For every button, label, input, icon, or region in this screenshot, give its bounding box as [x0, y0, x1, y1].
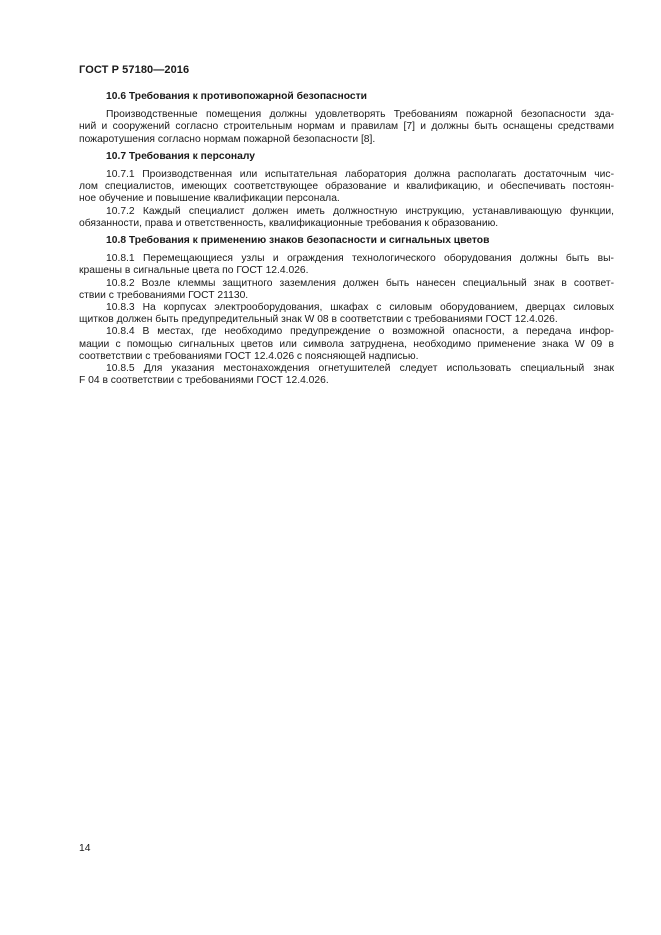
- text-line: 10.8.1 Перемещающиеся узлы и ограждения технологического оборудования должны быть вы-: [106, 253, 614, 265]
- paragraph: [79, 278, 614, 302]
- text-line: лом специалистов, имеющих соответствующее образование и квалификацию, и обеспечивать постоян-: [79, 181, 614, 193]
- text-line: ное обучение и повышение квалификации персонала.: [79, 193, 340, 205]
- text-line: 10.8.5 Для указания местонахождения огнетушителей следует использовать специальный знак: [106, 363, 614, 375]
- text-line: 10.7.2 Каждый специалист должен иметь должностную инструкцию, устанавливающую функции,: [106, 205, 614, 217]
- paragraph: [79, 302, 614, 326]
- section-heading: 10.8 Требования к применению знаков безопасности и сигнальных цветов: [106, 235, 490, 247]
- text-line: 10.8.4 В местах, где необходимо предупреждение о возможной опасности, а передача инфор-: [106, 326, 614, 338]
- section-heading: 10.7 Требования к персоналу: [106, 150, 256, 162]
- text-line: F 04 в соответствии с требованиями ГОСТ 12.4.026.: [79, 375, 329, 387]
- text-line: Производственные помещения должны удовлетворять Требованиям пожарной безопасности зда-: [106, 109, 614, 121]
- section: [79, 151, 614, 230]
- text-line: крашены в сигнальные цвета по ГОСТ 12.4.026.: [79, 265, 309, 277]
- text-line: обязанности, права и ответственность, квалификационные требования к образованию.: [79, 217, 499, 229]
- paragraph: [79, 253, 614, 277]
- text-line: мации с помощью сигнальных цветов или символа затруднена, необходимо применение знака W 09 в: [79, 338, 614, 350]
- section-heading: 10.6 Требования к противопожарной безопасности: [106, 91, 367, 102]
- text-line: 10.8.2 Возле клеммы защитного заземления должен быть нанесен специальный знак в соответ-: [106, 277, 614, 289]
- text-line: ствии с требованиями ГОСТ 21130.: [79, 289, 249, 301]
- text-line: 10.7.1 Производственная или испытательная лаборатория должна располагать достаточным чис-: [106, 169, 614, 181]
- paragraph: [79, 169, 614, 206]
- section: [79, 235, 614, 387]
- text-line: пожаротушения согласно нормам пожарной безопасности [8].: [79, 133, 376, 145]
- paragraph: [79, 109, 614, 146]
- text-line: ний и сооружений согласно строительным нормам и правилам [7] и должны быть оснащены средствами: [79, 121, 614, 133]
- paragraph: [79, 326, 614, 363]
- document-code: ГОСТ Р 57180—2016: [79, 64, 190, 76]
- section: [79, 91, 614, 146]
- page-number: 14: [79, 843, 91, 854]
- text-line: соответствии с требованиями ГОСТ 12.4.026 с поясняющей надписью.: [79, 350, 419, 362]
- paragraph: [79, 363, 614, 387]
- text-line: 10.8.3 На корпусах электрооборудования, шкафах с силовым оборудованием, дверцах силовых: [106, 302, 614, 314]
- paragraph: [79, 206, 614, 230]
- document-body: [79, 91, 614, 392]
- text-line: щитков должен быть предупредительный знак W 08 в соответствии с требованиями ГОСТ 12.4.026.: [79, 314, 558, 326]
